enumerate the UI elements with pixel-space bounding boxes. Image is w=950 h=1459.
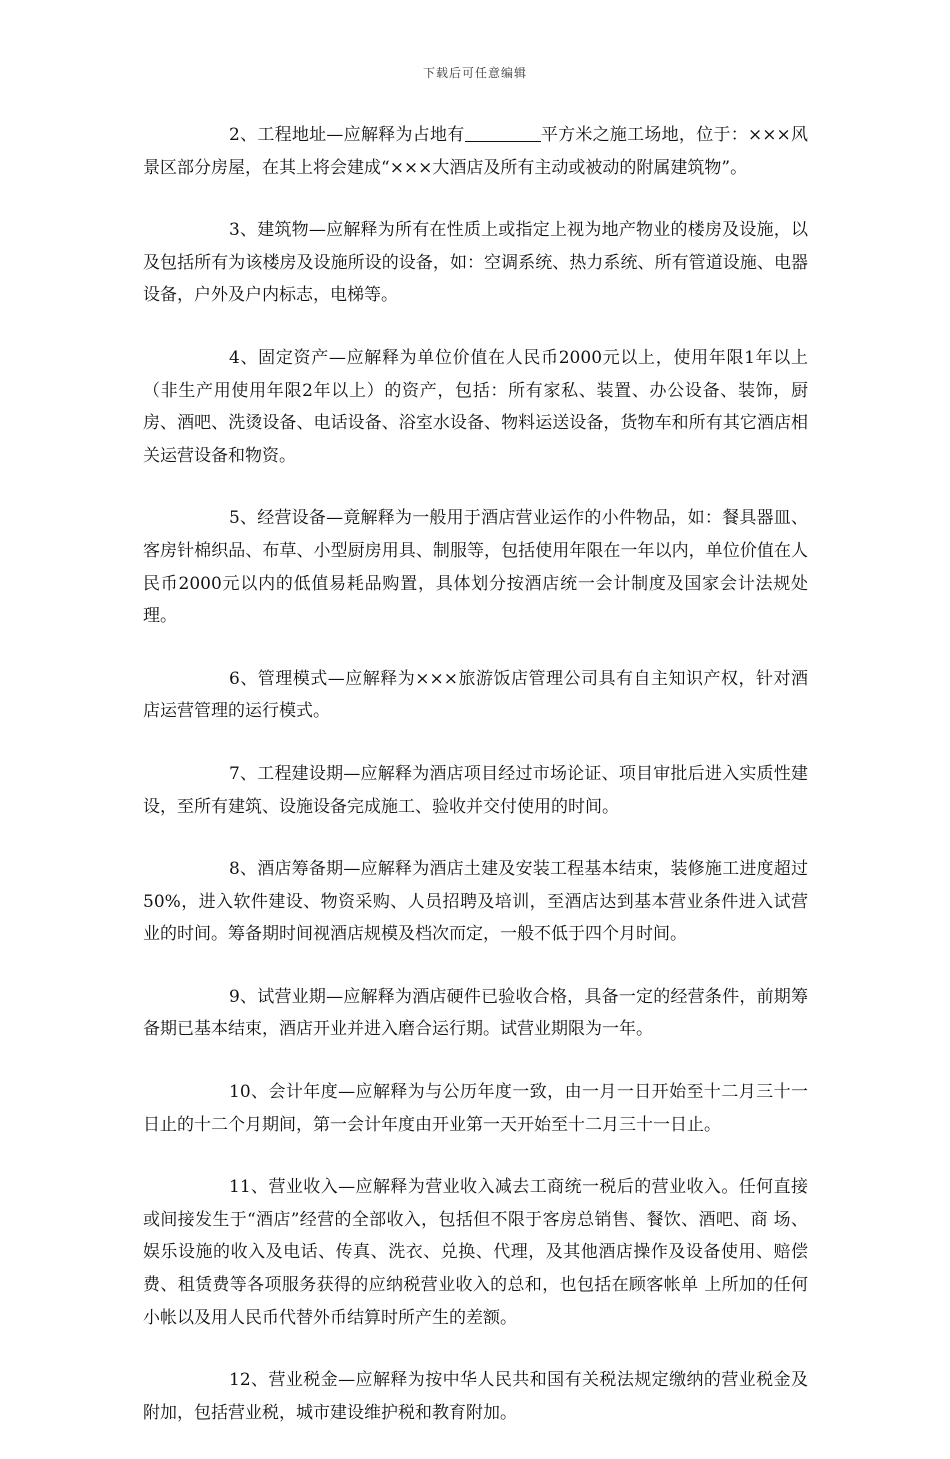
definition-paragraph-8: 8、酒店筹备期—应解释为酒店土建及安装工程基本结束，装修施工进度超过50%，进入软件建设、物资采购、人员招聘及培训，至酒店达到基本营业条件进入试营业的时间。筹备期时间视酒店规模及档次而定，一般不低于四个月时间。 [143, 859, 808, 945]
document-body [143, 119, 808, 1459]
paragraph-text: 2、工程地址—应解释为占地有 [229, 125, 465, 145]
definition-paragraph-4: 4、固定资产—应解释为单位价值在人民币2000元以上，使用年限1年以上（非生产用使用年限2年以上）的资产，包括：所有家私、装置、办公设备、装饰，厨房、酒吧、洗烫设备、电话设备、浴室水设备、物料运送设备，货物车和所有其它酒店相关运营设备和物资。 [143, 347, 808, 466]
fill-in-blank [465, 124, 541, 142]
definition-paragraph-7: 7、工程建设期—应解释为酒店项目经过市场论证、项目审批后进入实质性建设，至所有建筑、设施设备完成施工、验收并交付使用的时间。 [143, 763, 808, 817]
definition-paragraph-9: 9、试营业期—应解释为酒店硬件已验收合格，具备一定的经营条件，前期筹备期已基本结束，酒店开业并进入磨合运行期。试营业期限为一年。 [143, 986, 808, 1040]
definition-paragraph-11: 11、营业收入—应解释为营业收入减去工商统一税后的营业收入。任何直接或间接发生于“酒店”经营的全部收入，包括但不限于客房总销售、餐饮、酒吧、商 场、娱乐设施的收入及电话、传真、洗衣、兑换、代理，及其他酒店操作及设备使用、赔偿费、租赁费等各项服务获得的应纳税营业收入的总和，也包括在顾客帐单 上所加的任何小帐以及用人民币代替外币结算时所产生的差额。 [143, 1177, 808, 1328]
definition-paragraph-12: 12、营业税金—应解释为按中华人民共和国有关税法规定缴纳的营业税金及附加，包括营业税，城市建设维护税和教育附加。 [143, 1370, 808, 1423]
definition-paragraph-3: 3、建筑物—应解释为所有在性质上或指定上视为地产物业的楼房及设施，以及包括所有为该楼房及设施所设的设备，如：空调系统、热力系统、所有管道设施、电器设备，户外及户内标志，电梯等。 [143, 220, 808, 306]
definition-paragraph-2 [143, 119, 808, 184]
definition-paragraph-6: 6、管理模式—应解释为×××旅游饭店管理公司具有自主知识产权，针对酒店运营管理的运行模式。 [143, 668, 808, 722]
page-header: 下载后可任意编辑 [422, 66, 527, 80]
paragraph-text: 平方米之施工场地，位于：×××风景区部分房屋，在其上将会建成“×××大酒店及所有主动或被动的附属建筑物”。 [143, 125, 808, 178]
definition-paragraph-10: 10、会计年度—应解释为与公历年度一致，由一月一日开始至十二月三十一日止的十二个月期间，第一会计年度由开业第一天开始至十二月三十一日止。 [143, 1082, 808, 1135]
definition-paragraph-5: 5、经营设备—竟解释为一般用于酒店营业运作的小件物品，如：餐具器皿、客房针棉织品、布草、小型厨房用具、制服等，包括使用年限在一年以内，单位价值在人民币2000元以内的低值易耗品购置，具体划分按酒店统一会计制度及国家会计法规处理。 [143, 508, 808, 627]
